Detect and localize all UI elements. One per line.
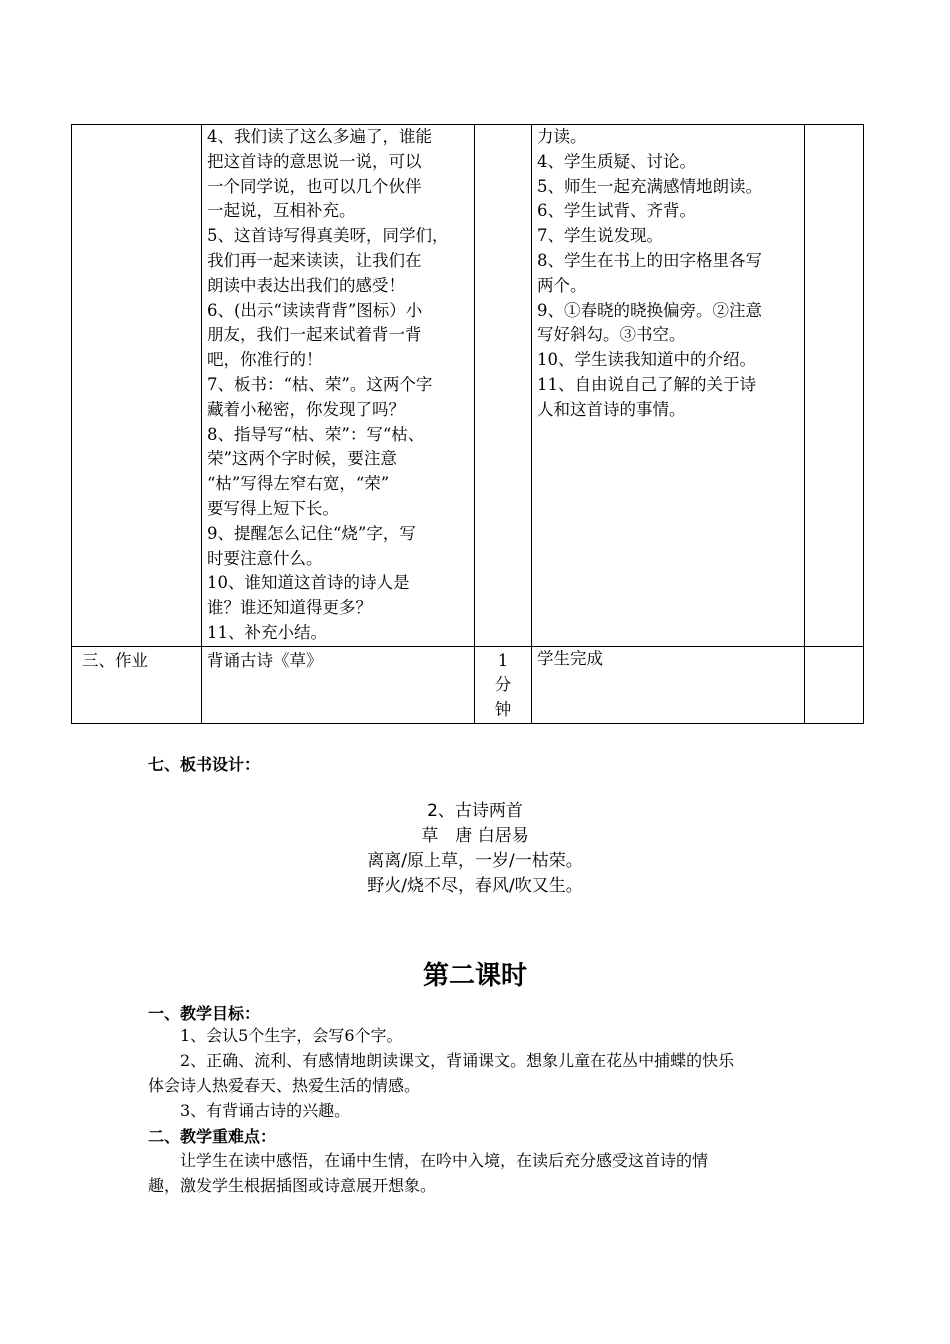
text-line: 11、补充小结。 xyxy=(207,622,327,642)
text-line: 要写得上短下长。 xyxy=(207,498,339,518)
keypoint-text: 让学生在读中感悟，在诵中生情，在吟中入境，在读后充分感受这首诗的情 xyxy=(180,1151,709,1170)
teacher-activity-cell xyxy=(202,125,475,647)
text-line: 9、①春晓的晓换偏旁。②注意 xyxy=(537,300,762,320)
board-line: 离离/原上草，一岁/一枯荣。 xyxy=(367,851,583,871)
keypoints-heading: 二、教学重难点： xyxy=(148,1127,277,1146)
text-line: 7、学生说发现。 xyxy=(537,226,663,246)
text-line: 6、学生试背、齐背。 xyxy=(537,201,696,221)
table-row-activities xyxy=(72,125,864,647)
text-line: 11、自由说自己了解的关于诗 xyxy=(537,374,756,394)
homework-section-label: 三、作业 xyxy=(72,646,202,723)
board-line: 2、古诗两首 xyxy=(427,801,523,821)
time-cell-empty xyxy=(475,125,532,647)
goal-item: 体会诗人热爱春天、热爱生活的情感。 xyxy=(148,1076,421,1095)
text-line: 4、我们读了这么多遍了，谁能 xyxy=(207,127,432,146)
notes-cell-empty xyxy=(805,125,864,647)
text-line: “枯”写得左窄右宽，“荣” xyxy=(207,474,390,494)
text-line: 10、谁知道这首诗的诗人是 xyxy=(207,573,410,593)
homework-task: 背诵古诗《草》 xyxy=(202,646,475,723)
goals-heading: 一、教学目标： xyxy=(148,1004,261,1023)
board-design-heading: 七、板书设计： xyxy=(148,755,261,774)
text-line: 时要注意什么。 xyxy=(207,548,323,568)
teacher-activity-text xyxy=(207,125,469,646)
goal-item: 3、有背诵古诗的兴趣。 xyxy=(180,1101,351,1120)
text-line: 荣”这两个字时候，要注意 xyxy=(207,449,397,469)
text-line: 10、学生读我知道中的介绍。 xyxy=(537,350,756,370)
student-activity-cell xyxy=(532,125,805,647)
text-line: 我们再一起来读读，让我们在 xyxy=(207,250,422,270)
text-line: 一个同学说，也可以几个伙伴 xyxy=(207,176,422,196)
text-line: 7、板书：“枯、荣”。这两个字 xyxy=(207,374,433,394)
text-line: 9、提醒怎么记住“烧”字，写 xyxy=(207,523,416,543)
text-line: 4、学生质疑、讨论。 xyxy=(537,151,696,171)
text-line: 8、学生在书上的田字格里各写 xyxy=(537,250,762,270)
text-line: 一起说，互相补充。 xyxy=(207,201,356,221)
board-line: 草 唐 白居易 xyxy=(421,826,529,846)
time-line: 1 xyxy=(497,650,509,670)
text-line: 朋友，我们一起来试着背一背 xyxy=(207,325,422,345)
text-line: 5、师生一起充满感情地朗读。 xyxy=(537,176,762,196)
text-line: 谁？谁还知道得更多？ xyxy=(207,598,372,618)
student-activity-text xyxy=(537,125,799,423)
time-line: 分 xyxy=(494,675,512,695)
text-line: 吧，你准行的！ xyxy=(207,350,323,370)
notes-cell-empty xyxy=(805,646,864,723)
text-line: 两个。 xyxy=(537,275,587,295)
board-line: 野火/烧不尽，春风/吹又生。 xyxy=(367,876,583,896)
text-line: 力读。 xyxy=(537,127,587,146)
homework-student: 学生完成 xyxy=(532,646,805,723)
text-line: 人和这首诗的事情。 xyxy=(537,399,686,419)
table-row-homework xyxy=(72,646,864,723)
keypoint-text: 趣，激发学生根据插图或诗意展开想象。 xyxy=(148,1176,437,1195)
text-line: 把这首诗的意思说一说，可以 xyxy=(207,151,422,171)
goal-item: 1、会认5个生字，会写6个字。 xyxy=(180,1026,403,1045)
goal-item: 2、正确、流利、有感情地朗读课文，背诵课文。想象儿童在花丛中捕蝶的快乐 xyxy=(180,1051,735,1070)
section-cell-empty xyxy=(72,125,202,647)
text-line: 藏着小秘密，你发现了吗？ xyxy=(207,399,405,419)
lesson-title: 第二课时 xyxy=(422,961,527,991)
text-line: 5、这首诗写得真美呀，同学们， xyxy=(207,226,449,246)
text-line: 朗读中表达出我们的感受！ xyxy=(207,275,405,295)
time-line: 钟 xyxy=(494,699,512,719)
text-line: 8、指导写“枯、荣”：写“枯、 xyxy=(207,424,425,444)
lesson-table xyxy=(71,124,864,724)
text-line: 6、(出示“读读背背”图标）小 xyxy=(207,300,423,320)
text-line: 写好斜勾。③书空。 xyxy=(537,325,686,345)
homework-time xyxy=(475,646,532,723)
